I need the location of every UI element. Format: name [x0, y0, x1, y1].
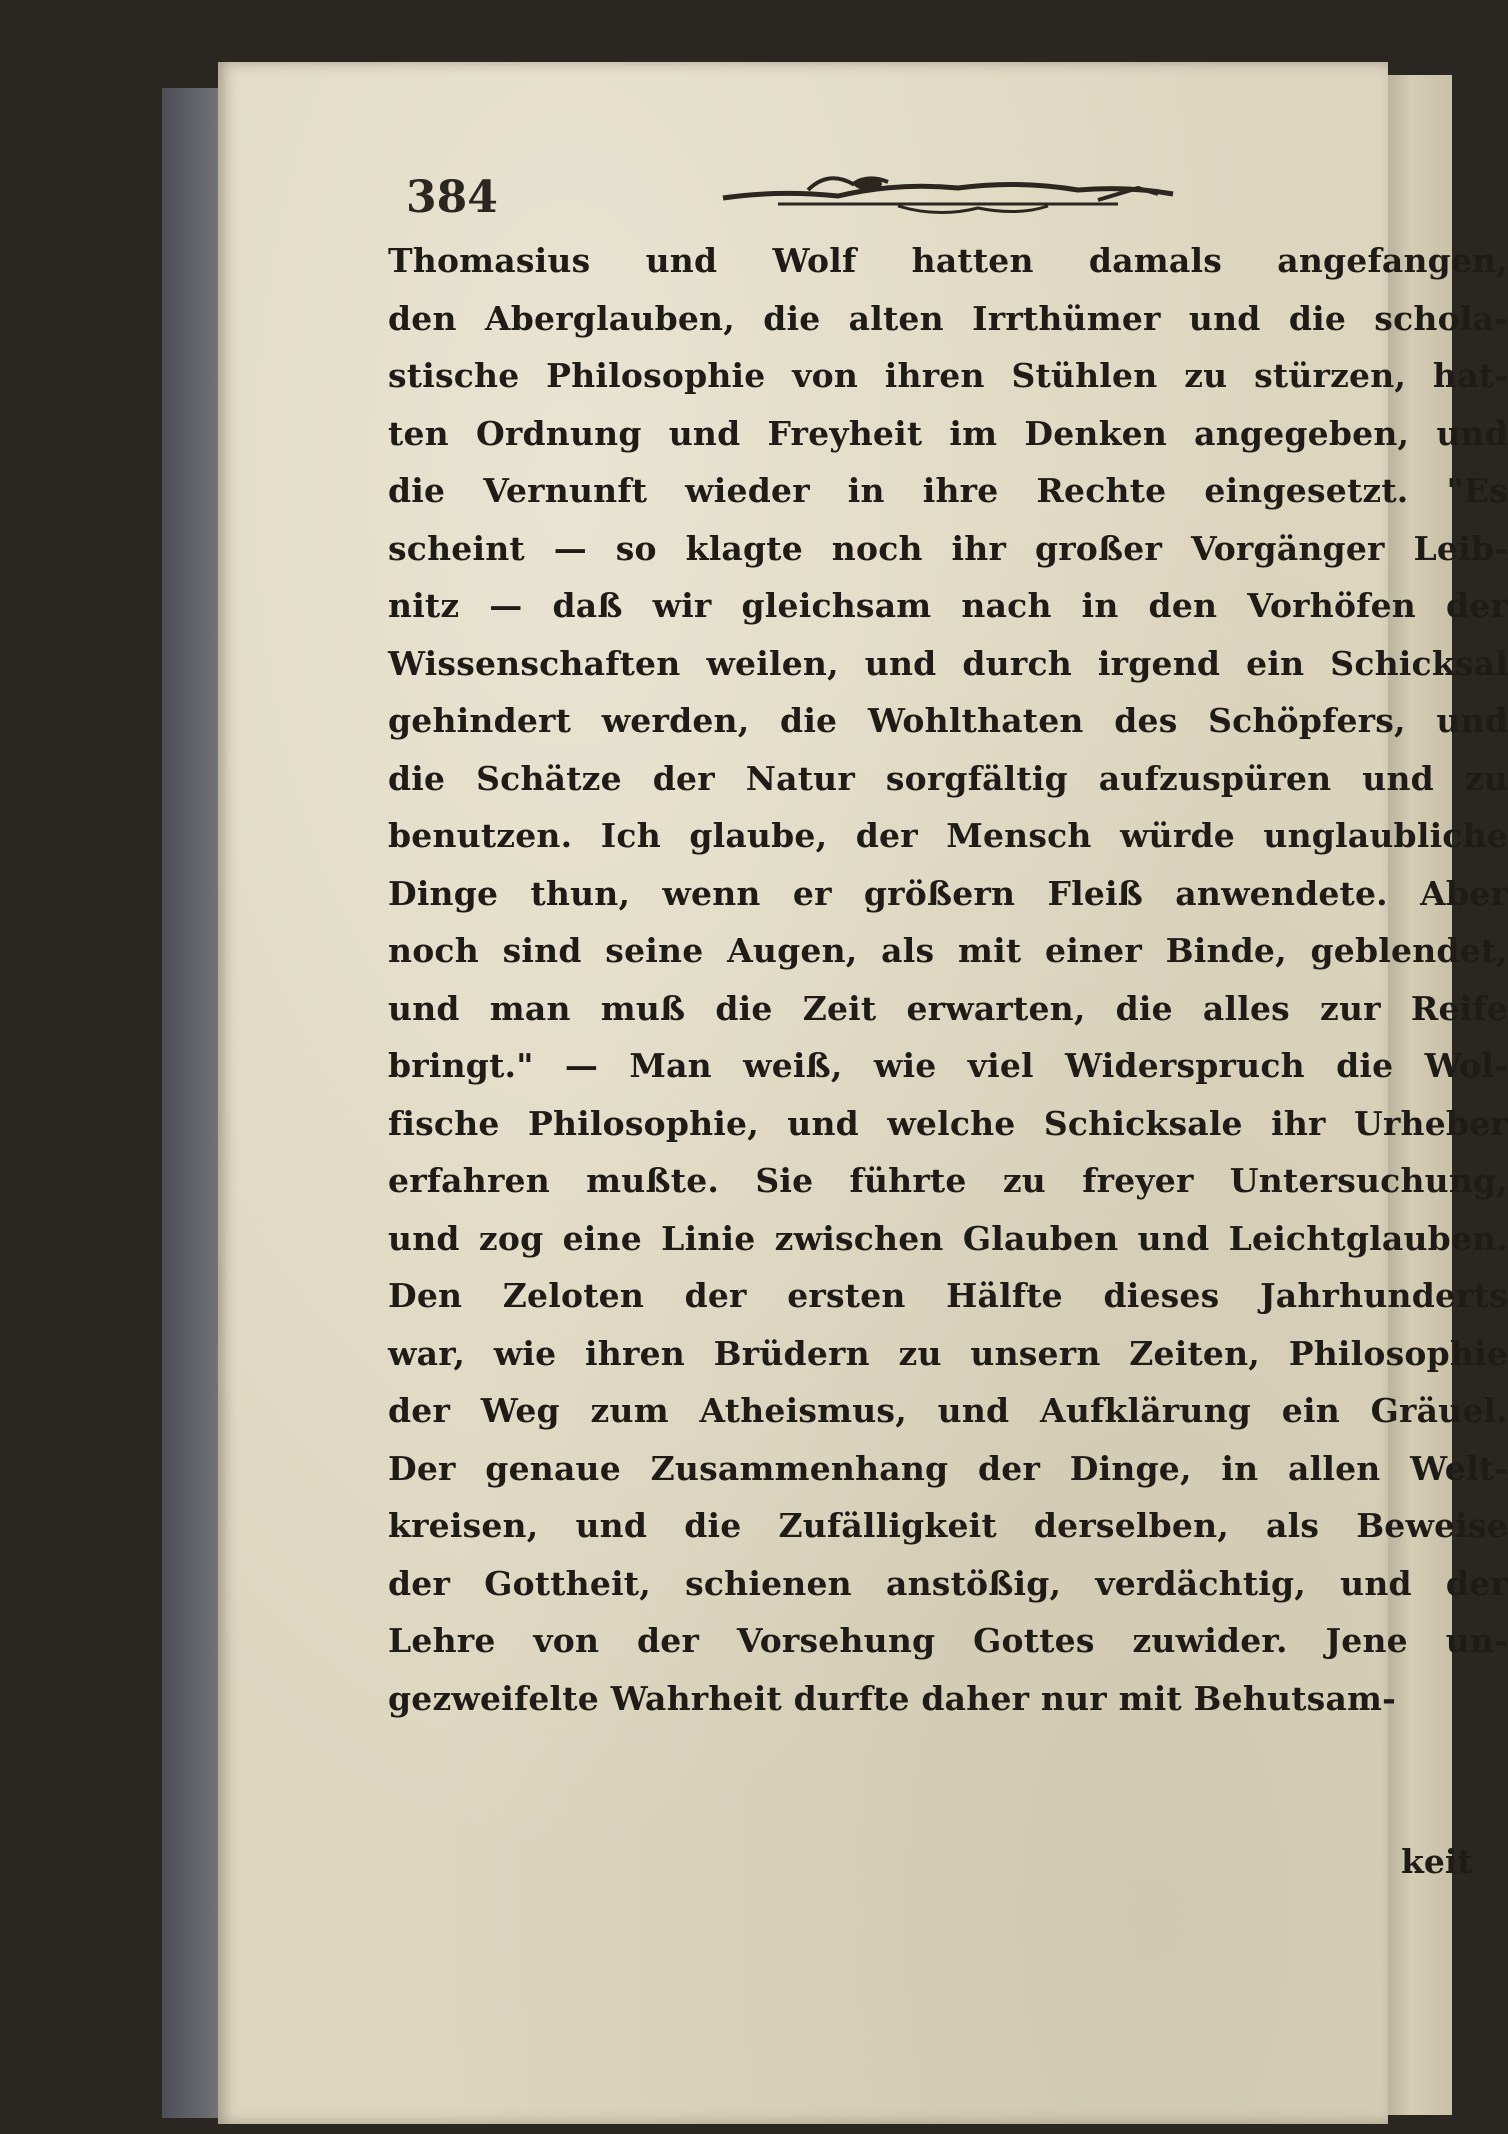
- text-line: benutzen. Ich glaube, der Mensch würde unglaubliche: [388, 816, 1508, 855]
- book-page: [218, 62, 1508, 2124]
- text-line: der Gottheit, schienen anstößig, verdächtig, und der: [388, 1563, 1508, 1603]
- text-line: Den Zeloten der ersten Hälfte dieses Jahrhunderts: [388, 1276, 1508, 1315]
- text-line: die Vernunft wieder in ihre Rechte eingesetzt. "Es: [388, 471, 1508, 510]
- text-line: der Weg zum Atheismus, und Aufklärung ein Gräuel.: [388, 1391, 1508, 1430]
- text-line: nitz — daß wir gleichsam nach in den Vorhöfen der: [388, 586, 1508, 625]
- text-line: bringt." — Man weiß, wie viel Widerspruch die Wol-: [388, 1046, 1508, 1085]
- text-line: kreisen, und die Zufälligkeit derselben, als Beweise: [388, 1506, 1508, 1545]
- text-line: war, wie ihren Brüdern zu unsern Zeiten, Philosophie: [388, 1333, 1508, 1373]
- page-number: 384: [406, 172, 498, 223]
- text-line: noch sind seine Augen, als mit einer Binde, geblendet,: [388, 931, 1508, 970]
- text-line: Lehre von der Vorsehung Gottes zuwider. Jene un-: [388, 1621, 1508, 1660]
- text-line: erfahren mußte. Sie führte zu freyer Untersuchung,: [388, 1161, 1508, 1200]
- text-line: Der genaue Zusammenhang der Dinge, in allen Welt-: [388, 1448, 1508, 1488]
- text-line: stische Philosophie von ihren Stühlen zu stürzen, hat-: [388, 356, 1508, 395]
- catchword: keit: [1401, 1842, 1473, 1881]
- text-line: Dinge thun, wenn er größern Fleiß anwendete. Aber: [388, 873, 1508, 913]
- text-line: scheint — so klagte noch ihr großer Vorgänger Leib-: [388, 528, 1508, 568]
- text-line: und zog eine Linie zwischen Glauben und Leichtglauben.: [388, 1218, 1508, 1258]
- text-line: die Schätze der Natur sorgfältig aufzuspüren und zu: [388, 758, 1508, 798]
- text-line: gehindert werden, die Wohlthaten des Schöpfers, und: [388, 701, 1508, 740]
- text-line: fische Philosophie, und welche Schicksale ihr Urheber: [388, 1103, 1508, 1143]
- text-line: den Aberglauben, die alten Irrthümer und die schola-: [388, 298, 1508, 338]
- text-line: gezweifelte Wahrheit durfte daher nur mit Behutsam-: [388, 1678, 1397, 1718]
- text-line: Wissenschaften weilen, und durch irgend ein Schicksal: [388, 643, 1508, 683]
- ornament-rule-icon: [718, 160, 1178, 220]
- text-line: ten Ordnung und Freyheit im Denken angegeben, und: [388, 413, 1508, 453]
- text-line: Thomasius und Wolf hatten damals angefangen,: [388, 241, 1508, 280]
- text-line: und man muß die Zeit erwarten, die alles zur Reife: [388, 988, 1508, 1028]
- body-text: [388, 232, 1508, 1727]
